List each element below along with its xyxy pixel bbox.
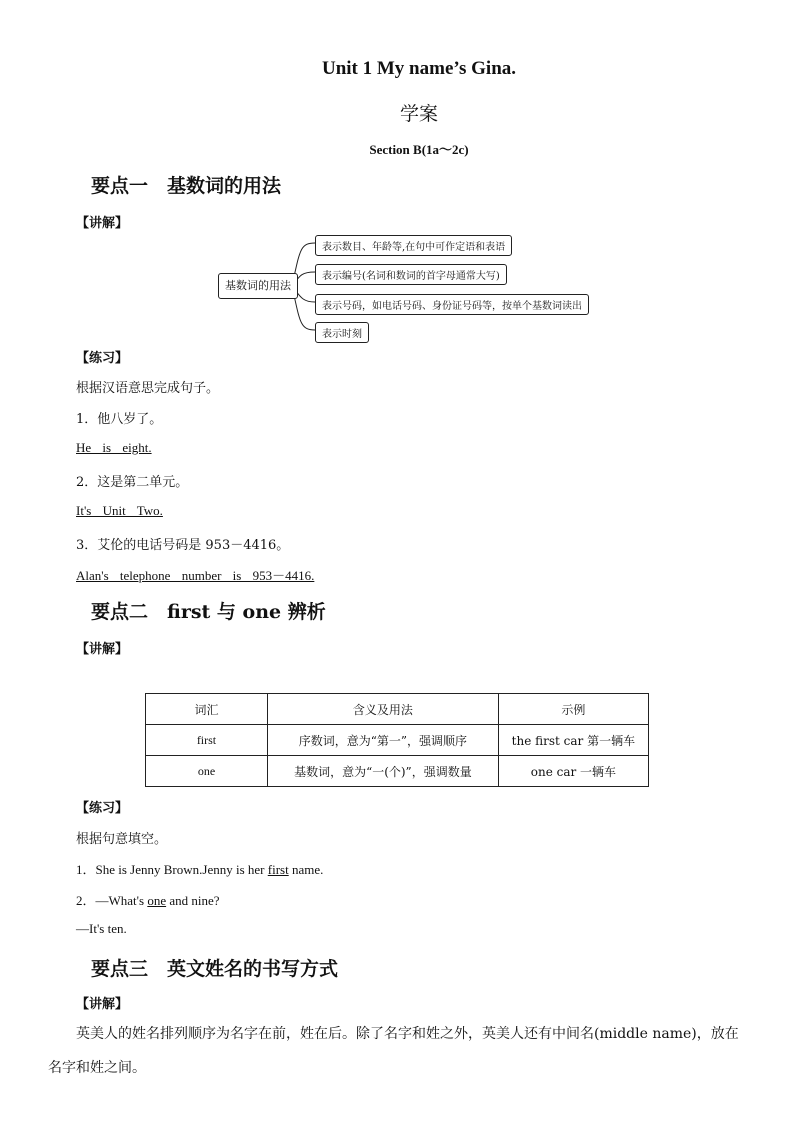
point1-answer-3: Alan's telephone number is 953－4416. <box>76 568 315 583</box>
point3-explain-tag: 【讲解】 <box>76 997 129 1012</box>
point1-question-2: 2．这是第二单元。 <box>76 475 189 490</box>
q2-text-before: 2．—What's <box>76 893 148 908</box>
point3-paragraph: 英美人的姓名排列顺序为名字在前，姓在后。除了名字和姓之外，英美人还有中间名(middle name)，放在名字和姓之间。 <box>48 1026 739 1076</box>
mindmap-branch-3: 表示号码，如电话号码、身份证号码等，按单个基数词读出 <box>315 294 589 315</box>
table-cell: the first car 第一辆车 <box>498 725 648 756</box>
point3-heading: 要点三 英文姓名的书写方式 <box>91 958 339 980</box>
q2-answer-blank: one <box>147 893 167 908</box>
mindmap-root: 基数词的用法 <box>218 273 298 299</box>
q1-answer-blank: first <box>267 862 289 877</box>
mindmap-branch-1: 表示数目、年龄等,在句中可作定语和表语 <box>315 235 512 256</box>
point1-question-1: 1．他八岁了。 <box>76 412 163 427</box>
point1-question-3: 3．艾伦的电话号码是 953－4416。 <box>76 538 290 553</box>
table-cell: one <box>146 756 268 787</box>
table-row <box>146 725 649 756</box>
table-cell: 基数词，意为“一(个)”，强调数量 <box>267 756 498 787</box>
point2-instruction: 根据句意填空。 <box>76 832 168 847</box>
point1-practice-tag: 【练习】 <box>76 351 129 366</box>
mindmap-branch-4: 表示时刻 <box>315 322 369 343</box>
point2-practice-tag: 【练习】 <box>76 801 129 816</box>
table-header-cell: 含义及用法 <box>267 694 498 725</box>
point1-instruction: 根据汉语意思完成句子。 <box>76 381 220 396</box>
point2-explain-tag: 【讲解】 <box>76 642 129 657</box>
q1-text-after: name. <box>288 862 324 877</box>
point1-heading: 要点一 基数词的用法 <box>91 175 282 197</box>
point2-question-1 <box>76 859 323 878</box>
table-cell: 序数词，意为“第一”，强调顺序 <box>267 725 498 756</box>
mindmap-branch-2: 表示编号(名词和数词的首字母通常大写) <box>315 264 507 285</box>
comparison-table <box>145 693 649 787</box>
table-row <box>146 756 649 787</box>
table-header-cell: 词汇 <box>146 694 268 725</box>
point1-answer-1: He is eight. <box>76 440 152 455</box>
document-subtitle: 学案 <box>399 103 438 125</box>
table-header-row <box>146 694 649 725</box>
point2-reply: —It's ten. <box>76 921 127 936</box>
document-title: Unit 1 My name’s Gina. <box>321 58 517 79</box>
q2-text-after: and nine? <box>166 893 220 908</box>
table-cell: one car 一辆车 <box>498 756 648 787</box>
point1-explain-tag: 【讲解】 <box>76 216 129 231</box>
table-header-cell: 示例 <box>498 694 648 725</box>
section-label: Section B(1a～2c) <box>369 142 469 157</box>
q1-text-before: 1．She is Jenny Brown.Jenny is her <box>76 862 268 877</box>
table-cell: first <box>146 725 268 756</box>
point2-question-2 <box>76 890 220 909</box>
point1-answer-2: It's Unit Two. <box>76 503 163 518</box>
point2-heading: 要点二 first 与 one 辨析 <box>91 601 326 623</box>
